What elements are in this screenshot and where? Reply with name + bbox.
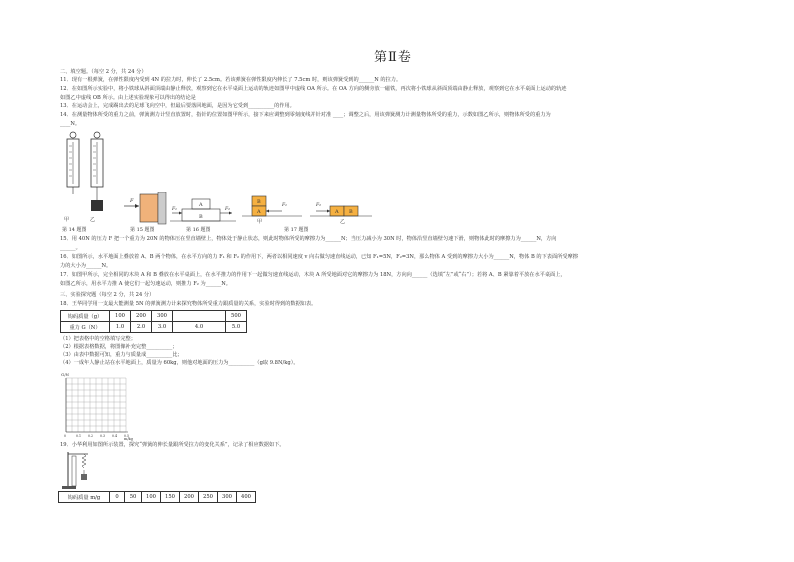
table-18 (60, 310, 247, 333)
table-row (61, 322, 247, 333)
section-experiment-heading: 三、实验探究题（每空 2 分，共 24 分） (60, 292, 155, 298)
figure-16-label-a: A (199, 202, 203, 208)
figure-19-spring-apparatus (58, 450, 108, 490)
question-13: 13．在运动会上，完成踢出去的足球飞向空中，但最后要落回地面，是因为它受到__________的作用。 (60, 103, 295, 109)
question-18: 18．王华同学用一支最大能测量 5N 的弹簧测力计来探究物体所受重力跟质量的关系，实验时得到的数据如表。 (60, 301, 317, 307)
question-15: 15．用 40N 的压力 F 把一个重力为 20N 的物体压在竖直墙壁上，物体处于静止状态，则此时物体所受的摩擦力为______N；当压力减小为 30N 时，物体沿竖直墙壁匀速下滑，则物体此时的摩擦力为______N，方向 (60, 236, 557, 242)
figure-18-graph (58, 370, 138, 442)
question-12-cont: 如图乙中虚线 OB 所示。由上述实验现象可以得出的结论是 (60, 95, 196, 101)
figure-17-label-f2: F₂ (316, 203, 321, 208)
figure-17-label-yi: 乙 (340, 219, 346, 225)
table-19-cell: 100 (142, 492, 161, 503)
graph-x-tick: 0 (64, 434, 67, 438)
table-18-mass-cell: 300 (152, 311, 173, 322)
figure-16-caption: 第 16 题图 (186, 227, 211, 233)
table-19-cell: 250 (199, 492, 218, 503)
table-19-cell: 0 (110, 492, 125, 503)
graph-y-label: G/N (61, 372, 70, 377)
graph-x-tick: 0.2 (88, 434, 94, 438)
question-17-cont: 如图乙所示，用水平力推 A 使它们一起匀速运动，则推力 F₂ 为______N。 (60, 281, 231, 287)
table-19-cell: 400 (237, 492, 256, 503)
figure-17-jia-label-a: A (257, 209, 261, 215)
figure-16-label-f1: F₁ (172, 207, 177, 212)
question-16: 16．如图所示，水平地面上叠放着 A、B 两个物体，在水平方向的力 F₁ 和 F₂ 的作用下，两者以相同速度 v 向右做匀速直线运动，已知 F₁=5N，F₂=3N，那么物体 A 受到的摩擦力大小为______N，物体 B 的下表面所受摩擦 (60, 254, 578, 260)
table-18-mass-label: 钩码质量（g） (61, 311, 110, 322)
figure-14-label-jia: 甲 (64, 217, 70, 223)
figure-17-yi-label-a: A (335, 209, 339, 215)
question-16-cont: 力的大小为______N。 (60, 263, 112, 269)
question-19: 19．小华利用如图所示装置，探究“弹簧的伸长量跟所受拉力的变化关系”，记录了相应数据如下。 (60, 442, 285, 448)
table-18-mass-cell: 100 (110, 311, 131, 322)
table-18-weight-cell: 5.0 (226, 322, 247, 333)
table-18-weight-cell: 4.0 (173, 322, 226, 333)
graph-x-tick: 0.4 (112, 434, 118, 438)
table-row (59, 492, 256, 503)
figure-16-stacked-blocks (170, 196, 236, 226)
question-11: 11．现有一根弹簧，在弹性限度内受到 4N 的拉力时，伸长了 2.5cm。若该弹簧在弹性限度内伸长了 7.5cm 时，则该弹簧受到的______N 的拉力。 (60, 77, 402, 83)
table-18-weight-cell: 3.0 (152, 322, 173, 333)
table-19-cell: 150 (161, 492, 180, 503)
figure-14-label-yi: 乙 (90, 217, 96, 223)
figure-16-label-f2: F₂ (225, 207, 230, 212)
table-19-label: 钩码质量 m/g (59, 492, 110, 503)
table-18-weight-cell: 1.0 (110, 322, 131, 333)
figure-15-caption: 第 15 题图 (130, 227, 155, 233)
question-14-cont: ____N。 (60, 121, 81, 127)
table-19-cell: 50 (125, 492, 142, 503)
table-18-weight-label: 重力 G（N） (61, 322, 110, 333)
question-12: 12．在如图所示实验中，将小铁球从斜面顶端由静止释放，观察到它在水平桌面上运动的轨迹如图甲中虚线 OA 所示。在 OA 方向的侧旁放一磁铁，再次将小铁球从斜面顶端由静止释放，观察到它在水平桌面上运动的轨迹 (60, 86, 567, 92)
graph-x-label: m/kg (124, 437, 133, 441)
table-18-weight-cell: 2.0 (131, 322, 152, 333)
question-14: 14．在测量物体所受的重力之前，弹簧测力计竖直放置时，指针的位置如图甲所示，接下来应调整到零刻度线并针对准 ____；调整之后，用该弹簧测力计测量物体所受的重力，示数如图乙所示，则物体所受的重力为 (60, 112, 551, 118)
table-19-cell: 300 (218, 492, 237, 503)
graph-x-tick: 0.3 (100, 434, 106, 438)
figure-14-spring-scales (60, 130, 110, 222)
figure-14-caption: 第 14 题图 (62, 227, 87, 233)
page-title: 第Ⅱ卷 (374, 50, 412, 65)
figure-15-force-label: F (130, 198, 134, 204)
figure-17-caption: 第 17 题图 (284, 227, 309, 233)
figure-17-label-jia: 甲 (257, 219, 263, 225)
question-15-cont: ______。 (60, 245, 81, 251)
table-19 (58, 491, 256, 503)
figure-16-label-b: B (199, 214, 203, 220)
question-18-part-1: （1）把表格中的空格填写完整； (60, 336, 136, 342)
graph-x-tick: 0.5 (124, 434, 130, 438)
table-18-mass-blank (173, 311, 226, 322)
table-18-mass-cell: 500 (226, 311, 247, 322)
figure-17-label-f1: F₁ (282, 203, 287, 208)
question-18-part-4: （4）一成年人静止站在水平地面上，质量为 60kg，则他对地面的压力为__________（g取 9.8N/kg）。 (60, 360, 299, 366)
graph-x-tick: 0.1 (76, 434, 82, 438)
section-fill-blank-heading: 二、填空题。（每空 2 分，共 24 分） (60, 69, 147, 75)
question-18-part-2: （2）根据表格数据，将图像补充完整__________； (60, 344, 178, 350)
table-row (61, 311, 247, 322)
table-18-mass-cell: 200 (131, 311, 152, 322)
figure-17-yi-label-b: B (349, 209, 353, 215)
question-17: 17．如图甲所示，完全相同的木块 A 和 B 叠放在水平桌面上，在水平推力的作用下一起做匀速直线运动，木块 A 所受地面对它的摩擦力为 18N，方向向______（选填“左”或“右”）；若将 A、B 紧靠着平放在水平桌面上， (60, 272, 566, 278)
question-18-part-3: （3）由表中数据可知，重力与质量成__________比； (60, 352, 183, 358)
figure-17-jia-label-b: B (257, 199, 261, 205)
figure-15-wall-block (122, 192, 170, 226)
table-19-cell: 200 (180, 492, 199, 503)
